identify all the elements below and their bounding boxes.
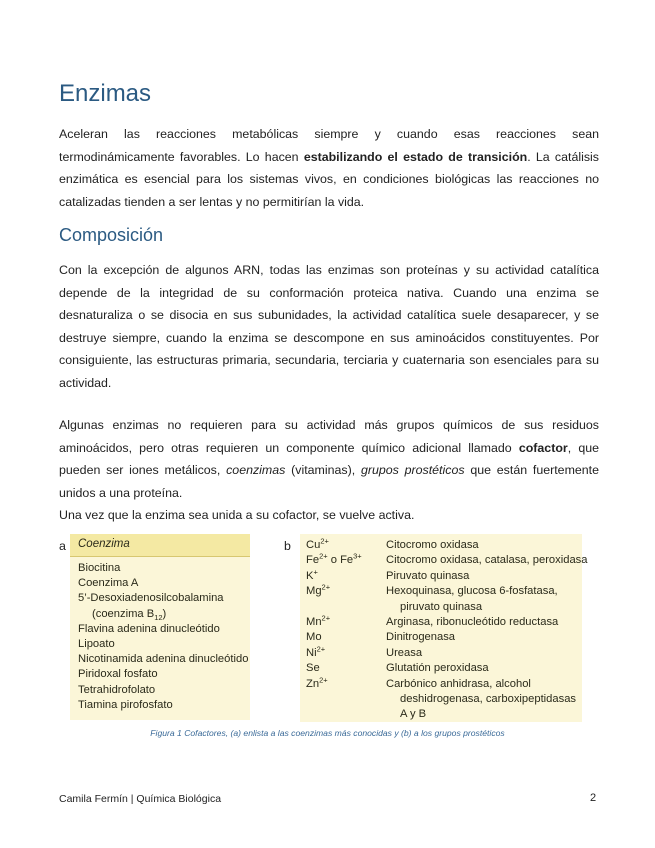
- cofactor-text-1: Algunas enzimas no requieren para su actividad más grupos químicos de sus residuos aminoácidos, pero otras requieren un componente químico adicional llamado: [59, 418, 599, 455]
- cofactor-text-2: , que pueden ser iones metálicos,: [59, 440, 599, 477]
- list-item: Biocitina: [78, 562, 121, 574]
- list-item: Tetrahidrofolato: [78, 683, 156, 696]
- ion-charge: +: [313, 567, 318, 577]
- ion-cell: [306, 674, 386, 692]
- cofactor-text-4: que están fuertemente unidos a una proteína.: [59, 463, 600, 500]
- ion-charge: 2+: [320, 536, 329, 546]
- ion-cell: [306, 584, 386, 599]
- ion-cell: Mo: [306, 631, 322, 644]
- ion-symbol: Mn: [306, 615, 322, 628]
- figure-caption: Figura 1 Cofactores, (a) enlista a las coenzimas más conocidas y (b) a los grupos prostéticos: [150, 728, 505, 738]
- coenzyme-table-header: [70, 534, 250, 557]
- intro-bold: estabilizando el estado de transición: [303, 149, 528, 164]
- ion-cell: [306, 615, 386, 630]
- ion-symbol: Fe: [306, 554, 320, 567]
- figure-label-b: b: [284, 539, 291, 553]
- enzyme-cell: piruvato quinasa: [400, 600, 483, 613]
- list-item: 5’-Desoxiadenosilcobalamina: [78, 592, 224, 605]
- cofactor-italic-grupos: grupos prostéticos: [360, 463, 465, 477]
- ion-cell: [306, 569, 386, 584]
- list-item: Flavina adenina dinucleótido: [78, 622, 220, 635]
- enzyme-cell: Glutatión peroxidasa: [386, 662, 489, 675]
- coenzyme-header-label: Coenzima: [78, 538, 130, 550]
- list-item: Lipoato: [78, 637, 115, 650]
- list-item: Piridoxal fosfato: [78, 668, 158, 681]
- cofactor-paragraph: [59, 414, 599, 504]
- enzyme-cell: Hexoquinasa, glucosa 6-fosfatasa,: [386, 585, 558, 598]
- section-title: Composición: [59, 225, 164, 245]
- ion-symbol: K: [306, 569, 314, 582]
- ion-cell: Se: [306, 662, 320, 675]
- ion-charge: 2+: [321, 613, 331, 623]
- figure-label-a: a: [59, 539, 66, 553]
- ion-charge: 2+: [319, 674, 328, 684]
- footer-author: Camila Fermín | Química Biológica: [59, 793, 222, 805]
- enzyme-cell: Citocromo oxidasa: [386, 539, 479, 551]
- ion-charge: 2+: [319, 551, 328, 561]
- coenzyme-table: [70, 534, 250, 720]
- enzyme-cell: Citocromo oxidasa, catalasa, peroxidasa: [386, 554, 588, 567]
- enzyme-cell: A y B: [400, 708, 427, 721]
- ion-cell: [306, 538, 386, 553]
- ion-symbol: Ni: [306, 646, 317, 659]
- ion-charge: 2+: [316, 644, 326, 653]
- ion-cell: [306, 553, 386, 568]
- list-item: Nicotinamida adenina dinucleótido: [78, 653, 249, 666]
- b12-subscript: 12: [154, 612, 163, 622]
- ion-or: o Fe: [327, 554, 354, 567]
- ion-charge: 3+: [353, 551, 362, 561]
- list-item: Tiamina pirofosfato: [78, 698, 173, 711]
- enzyme-cell: Carbónico anhidrasa, alcohol: [386, 677, 531, 690]
- page-number: 2: [590, 792, 597, 804]
- coenzyme-list: [78, 561, 248, 713]
- cofactor-bold: cofactor: [518, 440, 568, 455]
- ion-cell: [306, 646, 386, 661]
- b12-close: ): [162, 607, 167, 620]
- enzyme-cell: deshidrogenasa, carboxipeptidasas: [400, 692, 577, 705]
- enzyme-cell: Arginasa, ribonucleótido reductasa: [386, 615, 559, 628]
- enzyme-cell: Dinitrogenasa: [386, 631, 456, 644]
- ion-symbol: Mg: [306, 585, 322, 598]
- enzyme-cell: Ureasa: [386, 646, 423, 659]
- ion-symbol: Cu: [306, 539, 321, 551]
- cofactor-text-3: (vitaminas),: [285, 463, 361, 477]
- ion-charge: 2+: [321, 582, 331, 592]
- cofactor-italic-coenzimas: coenzimas: [226, 463, 286, 477]
- enzyme-cell: Piruvato quinasa: [386, 569, 470, 582]
- metal-ion-table: [300, 534, 588, 722]
- list-item: Coenzima A: [78, 577, 139, 590]
- intro-text-1: Aceleran las reacciones metabólicas siempre y cuando esas reacciones sean termodinámicamente favorables. Lo hacen: [59, 127, 599, 164]
- intro-text-2: . La catálisis enzimática es esencial para los sistemas vivos, en condiciones biológicas las reacciones no catalizadas tienden a ser lentas y no permitirían la vida.: [59, 149, 599, 209]
- ion-symbol: Zn: [306, 677, 320, 690]
- composition-paragraph: Con la excepción de algunos ARN, todas las enzimas son proteínas y su actividad catalítica depende de la integridad de su conformación proteica nativa. Cuando una enzima se desnaturaliza o se disocia en sus subunidades, la actividad catalítica suele desaparecer, y se destruye siempre, cuando la enzima se descompone en sus aminoácidos constituyentes. Por consiguiente, las estructuras primaria, secundaria, terciaria y cuaternaria son esenciales para su actividad.: [59, 263, 599, 390]
- list-item: [78, 607, 248, 622]
- b12-label: (coenzima B: [92, 607, 155, 620]
- active-sentence: Una vez que la enzima sea unida a su cofactor, se vuelve activa.: [59, 508, 415, 522]
- page-title: Enzimas: [59, 80, 152, 107]
- intro-paragraph: [59, 123, 599, 213]
